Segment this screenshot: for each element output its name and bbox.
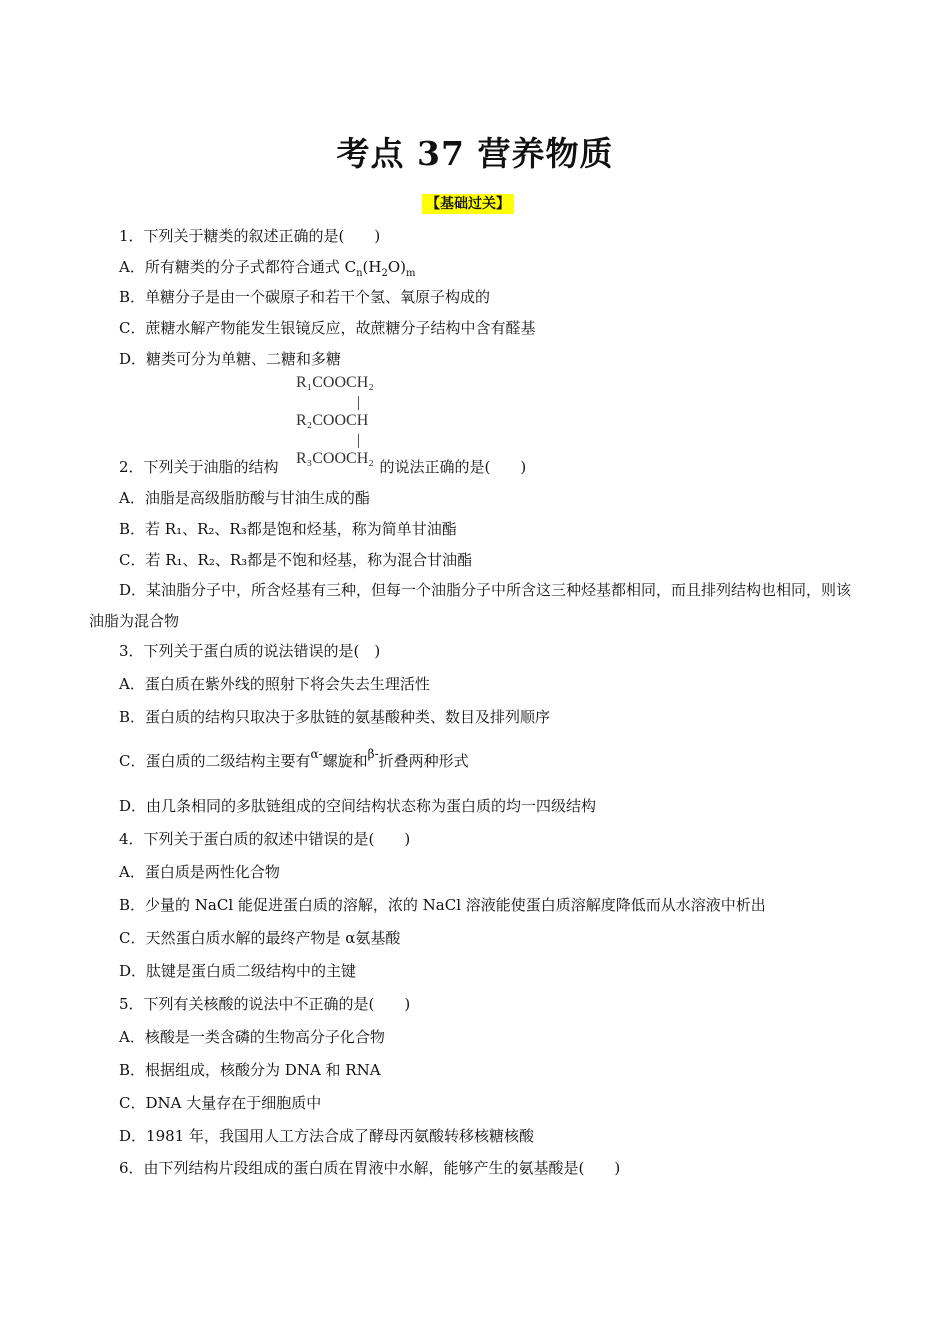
q2-option-a: A．油脂是高级脂肪酸与甘油生成的酯 (119, 489, 370, 507)
q2-option-b: B．若 R₁、R₂、R₃都是饱和烃基，称为简单甘油酯 (119, 520, 457, 538)
q1-option-d: D．糖类可分为单糖、二糖和多糖 (119, 350, 342, 368)
formula-row-1: R₁COOCH₂ (296, 374, 374, 391)
formula-row-3: R₃COOCH₂ (296, 450, 374, 467)
q1-stem: 1．下列关于糖类的叙述正确的是( ) (119, 227, 381, 245)
section-heading: 【基础过关】 (422, 194, 514, 214)
q2-stem: 2．下列关于油脂的结构 的说法正确的是( ) (119, 458, 527, 476)
formula-bond-2 (358, 434, 359, 448)
q5-option-d: D．1981 年，我国用人工方法合成了酵母丙氨酸转移核糖核酸 (119, 1127, 534, 1145)
q4-option-b: B．少量的 NaCl 能促进蛋白质的溶解，浓的 NaCl 溶液能使蛋白质溶解度降低而从水溶液中析出 (119, 896, 766, 914)
q5-option-a: A．核酸是一类含磷的生物高分子化合物 (119, 1028, 385, 1046)
q5-stem: 5．下列有关核酸的说法中不正确的是( ) (119, 995, 411, 1013)
formula-row-2: R₂COOCH (296, 412, 369, 429)
q1-option-c: C．蔗糖水解产物能发生银镜反应，故蔗糖分子结构中含有醛基 (119, 319, 536, 337)
q3-option-d: D．由几条相同的多肽链组成的空间结构状态称为蛋白质的均一四级结构 (119, 797, 597, 815)
q3-option-b: B．蛋白质的结构只取决于多肽链的氨基酸种类、数目及排列顺序 (119, 708, 551, 726)
q6-stem: 6．由下列结构片段组成的蛋白质在胃液中水解，能够产生的氨基酸是( ) (119, 1159, 621, 1177)
q3-stem: 3．下列关于蛋白质的说法错误的是( ) (119, 642, 381, 660)
q4-option-d: D．肽键是蛋白质二级结构中的主键 (119, 962, 357, 980)
q4-option-a: A．蛋白质是两性化合物 (119, 863, 280, 881)
q2-option-c: C．若 R₁、R₂、R₃都是不饱和烃基，称为混合甘油酯 (119, 551, 473, 569)
q4-stem: 4．下列关于蛋白质的叙述中错误的是( ) (119, 830, 411, 848)
q3-option-a: A．蛋白质在紫外线的照射下将会失去生理活性 (119, 675, 430, 693)
page-title: 考点 37 营养物质 (336, 134, 614, 173)
q1-option-a: A．所有糖类的分子式都符合通式 $C_n(H_2O)_m$ (119, 258, 416, 279)
q3-option-c: C．蛋白质的二级结构主要有$^{\alpha-}$螺旋和$^{\beta-}$折叠两种形式 (119, 747, 469, 770)
q4-option-c: C．天然蛋白质水解的最终产物是 α氨基酸 (119, 929, 401, 947)
q1-option-b: B．单糖分子是由一个碳原子和若干个氢、氧原子构成的 (119, 288, 491, 306)
q5-option-b: B．根据组成，核酸分为 DNA 和 RNA (119, 1061, 381, 1079)
q2-option-d: D．某油脂分子中，所含烃基有三种，但每一个油脂分子中所含这三种烃基都相同，而且排列结构也相同，则该油脂为混合物 (89, 581, 852, 630)
q5-option-c: C．DNA 大量存在于细胞质中 (119, 1094, 322, 1112)
formula-bond-1 (358, 396, 359, 410)
